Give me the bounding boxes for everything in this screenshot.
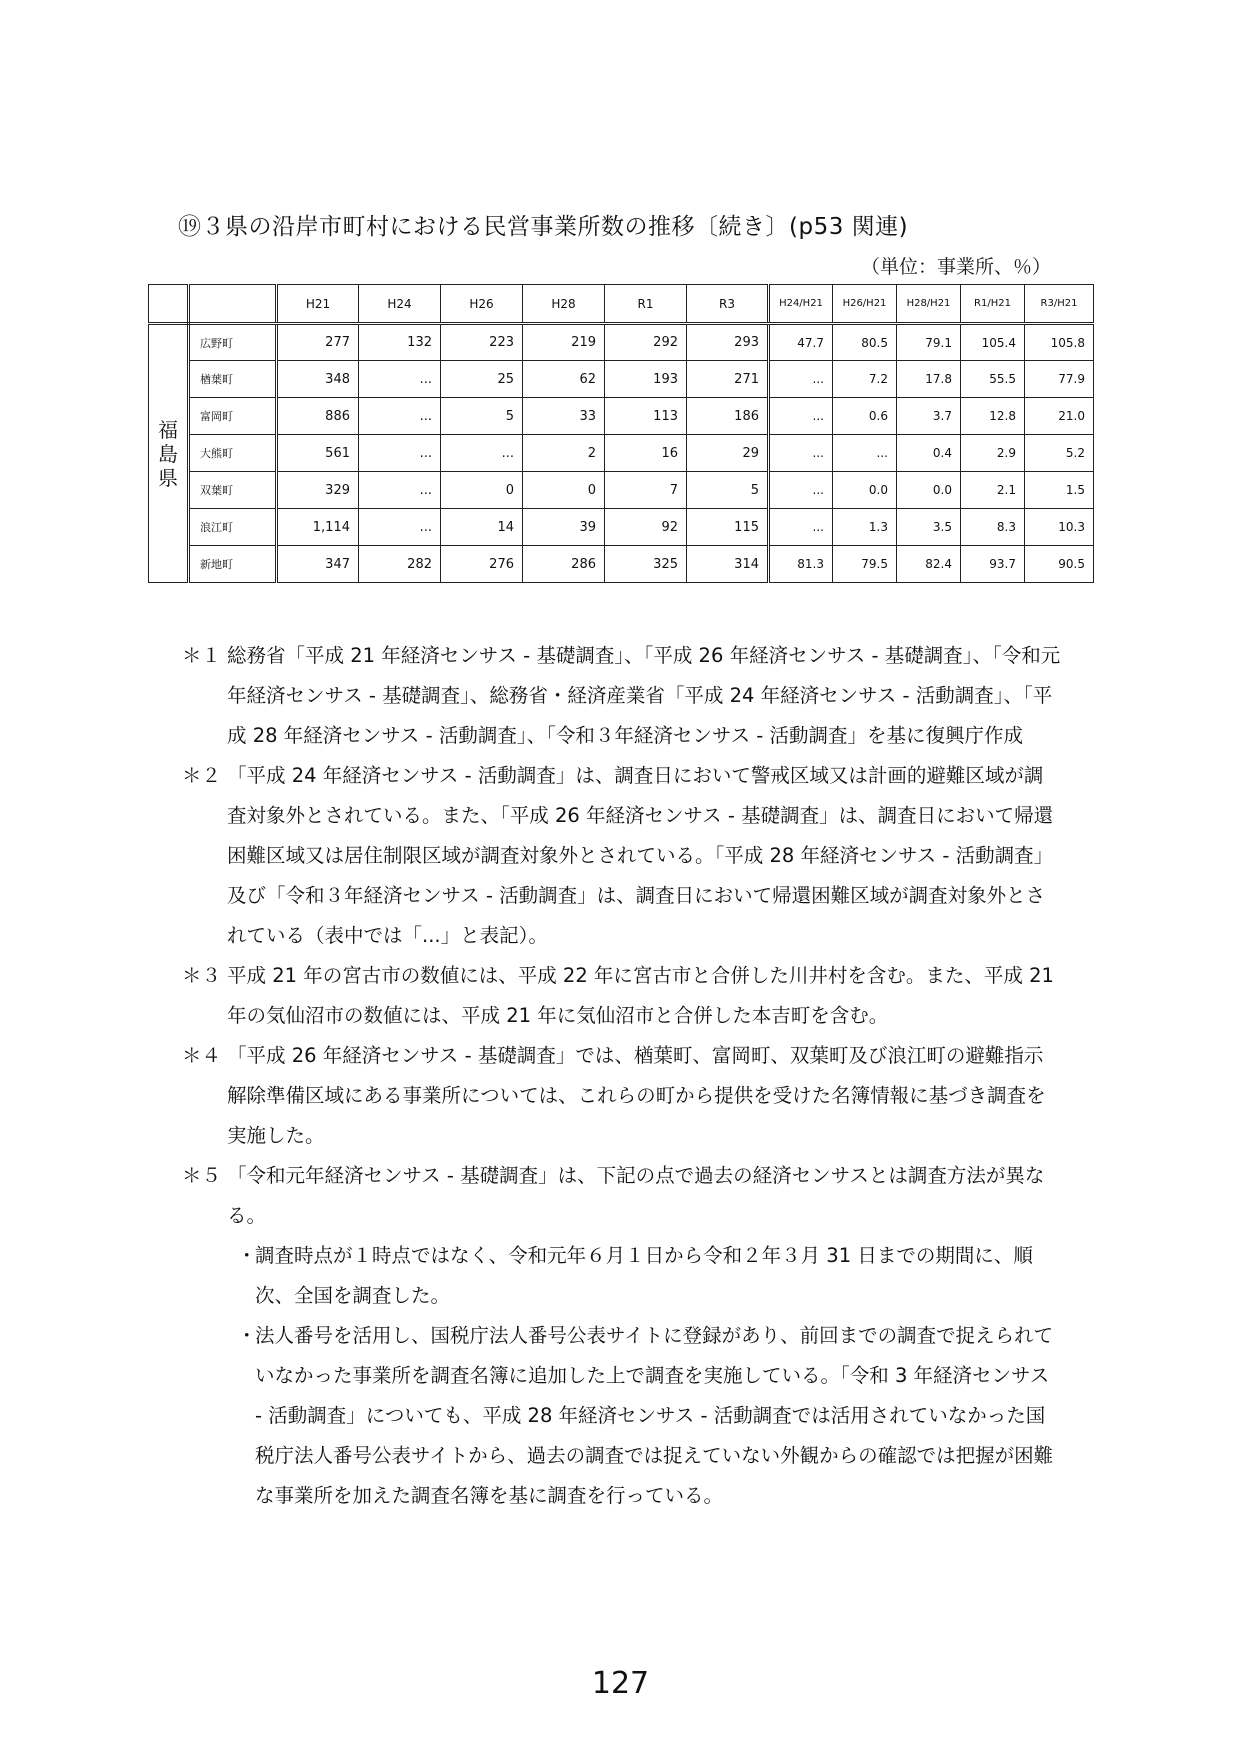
note-mark: ＊５ (182, 1164, 222, 1187)
ratio-cell: 10.3 (1025, 509, 1094, 546)
count-cell: 277 (277, 324, 359, 361)
count-cell: ... (359, 472, 441, 509)
count-cell: 325 (605, 546, 687, 583)
count-cell: 329 (277, 472, 359, 509)
count-cell: 886 (277, 398, 359, 435)
header-cell: H24/H21 (769, 285, 833, 324)
count-cell: 113 (605, 398, 687, 435)
count-cell: 282 (359, 546, 441, 583)
note-text: 平成 21 年の宮古市の数値には、平成 22 年に宮古市と合併した川井村を含む。また、平成 21 年の気仙沼市の数値には、平成 21 年に気仙沼市と合併した本吉町を含む。 (227, 964, 1054, 1027)
count-cell: 16 (605, 435, 687, 472)
municipality-name: 新地町 (189, 546, 277, 583)
header-cell: R1 (605, 285, 687, 324)
municipality-name: 広野町 (189, 324, 277, 361)
ratio-cell: 0.0 (897, 472, 961, 509)
note-text: 総務省「平成 21 年経済センサス - 基礎調査」、「平成 26 年経済センサス - 基礎調査」、「令和元年経済センサス - 基礎調査」、総務省・経済産業省「平成 24 年経済センサス - 活動調査」、「平成 28 年経済センサス - 活動調査」、「令和３年経済センサス - 活動調査」を基に復興庁作成 (227, 644, 1061, 747)
count-cell: ... (359, 435, 441, 472)
municipality-name: 浪江町 (189, 509, 277, 546)
ratio-cell: ... (769, 361, 833, 398)
count-cell: 33 (523, 398, 605, 435)
count-cell: ... (359, 509, 441, 546)
count-cell: 132 (359, 324, 441, 361)
ratio-cell: 79.1 (897, 324, 961, 361)
ratio-cell: 55.5 (961, 361, 1025, 398)
municipality-name: 楢葉町 (189, 361, 277, 398)
count-cell: 292 (605, 324, 687, 361)
table-title: ⑲３県の沿岸市町村における民営事業所数の推移〔続き〕(p53 関連) (178, 214, 909, 240)
ratio-cell: ... (769, 398, 833, 435)
header-cell: H28 (523, 285, 605, 324)
bullet-icon: ・ (237, 1324, 257, 1347)
ratio-cell: 3.7 (897, 398, 961, 435)
ratio-cell: 105.8 (1025, 324, 1094, 361)
header-cell: H21 (277, 285, 359, 324)
count-cell: 276 (441, 546, 523, 583)
note-mark: ＊１ (182, 644, 222, 667)
count-cell: 193 (605, 361, 687, 398)
ratio-cell: 5.2 (1025, 435, 1094, 472)
table-row (149, 472, 1094, 509)
ratio-cell: 79.5 (833, 546, 897, 583)
ratio-cell: 3.5 (897, 509, 961, 546)
note-item (182, 636, 1062, 756)
table-row (149, 546, 1094, 583)
unit-label: （単位：事業所、％） (860, 256, 1051, 278)
count-cell: 348 (277, 361, 359, 398)
note-item (182, 1036, 1062, 1156)
count-cell: 186 (687, 398, 769, 435)
count-cell: 29 (687, 435, 769, 472)
count-cell: 0 (441, 472, 523, 509)
prefecture-label (149, 324, 189, 583)
count-cell: 39 (523, 509, 605, 546)
ratio-cell: 1.5 (1025, 472, 1094, 509)
note-item (182, 1156, 1062, 1516)
ratio-cell: 7.2 (833, 361, 897, 398)
ratio-cell: ... (769, 472, 833, 509)
count-cell: 223 (441, 324, 523, 361)
table-row (149, 398, 1094, 435)
count-cell: 7 (605, 472, 687, 509)
count-cell: 115 (687, 509, 769, 546)
ratio-cell: 12.8 (961, 398, 1025, 435)
subnote-item (227, 1316, 1062, 1516)
ratio-cell: 21.0 (1025, 398, 1094, 435)
count-cell: 14 (441, 509, 523, 546)
ratio-cell: 47.7 (769, 324, 833, 361)
header-cell: H28/H21 (897, 285, 961, 324)
ratio-cell: ... (833, 435, 897, 472)
municipality-name: 双葉町 (189, 472, 277, 509)
ratio-cell: 90.5 (1025, 546, 1094, 583)
ratio-cell: 81.3 (769, 546, 833, 583)
header-cell: H26 (441, 285, 523, 324)
ratio-cell: 0.6 (833, 398, 897, 435)
table-header-row (149, 285, 1094, 324)
table-row (149, 324, 1094, 361)
count-cell: 5 (441, 398, 523, 435)
note-text: 「平成 26 年経済センサス - 基礎調査」では、楢葉町、富岡町、双葉町及び浪江町の避難指示解除準備区域にある事業所については、これらの町から提供を受けた名簿情報に基づき調査を実施した。 (227, 1044, 1046, 1147)
count-cell: 62 (523, 361, 605, 398)
count-cell: 0 (523, 472, 605, 509)
count-cell: 293 (687, 324, 769, 361)
count-cell: ... (359, 398, 441, 435)
count-cell: ... (359, 361, 441, 398)
count-cell: 286 (523, 546, 605, 583)
ratio-cell: 93.7 (961, 546, 1025, 583)
count-cell: 5 (687, 472, 769, 509)
ratio-cell: ... (769, 435, 833, 472)
ratio-cell: 0.0 (833, 472, 897, 509)
notes-section (182, 636, 1062, 1516)
establishments-table (148, 284, 1094, 583)
table-row (149, 435, 1094, 472)
municipality-name: 大熊町 (189, 435, 277, 472)
note-text: 「平成 24 年経済センサス - 活動調査」は、調査日において警戒区域又は計画的避難区域が調査対象外とされている。また、「平成 26 年経済センサス - 基礎調査」は、調査日において帰還困難区域又は居住制限区域が調査対象外とされている。「平成 28 年経済センサス - 活動調査」及び「令和３年経済センサス - 活動調査」は、調査日において帰還困難区域が調査対象外とされている（表中では「...」と表記）。 (227, 764, 1054, 947)
header-cell: H26/H21 (833, 285, 897, 324)
ratio-cell: 77.9 (1025, 361, 1094, 398)
ratio-cell: 80.5 (833, 324, 897, 361)
ratio-cell: 1.3 (833, 509, 897, 546)
ratio-cell: 2.1 (961, 472, 1025, 509)
prefecture-text: 福島県 (158, 417, 178, 490)
header-blank-name (189, 285, 277, 324)
subnote-text: 法人番号を活用し、国税庁法人番号公表サイトに登録があり、前回までの調査で捉えられていなかった事業所を調査名簿に追加した上で調査を実施している。「令和 3 年経済センサス - 活動調査」についても、平成 28 年経済センサス - 活動調査では活用されていなかった国税庁法人番号公表サイトから、過去の調査では捉えていない外観からの確認では把握が困難な事業所を加えた調査名簿を基に調査を行っている。 (255, 1324, 1054, 1507)
note-text: 「令和元年経済センサス - 基礎調査」は、下記の点で過去の経済センサスとは調査方法が異なる。 (227, 1164, 1045, 1227)
ratio-cell: 2.9 (961, 435, 1025, 472)
count-cell: 314 (687, 546, 769, 583)
count-cell: 219 (523, 324, 605, 361)
note-mark: ＊４ (182, 1044, 222, 1067)
page-number: 127 (591, 1666, 650, 1701)
table-row (149, 361, 1094, 398)
ratio-cell: 8.3 (961, 509, 1025, 546)
ratio-cell: 0.4 (897, 435, 961, 472)
note-item (182, 956, 1062, 1036)
bullet-icon: ・ (237, 1244, 257, 1267)
header-cell: R3/H21 (1025, 285, 1094, 324)
count-cell: 561 (277, 435, 359, 472)
header-cell: R3 (687, 285, 769, 324)
municipality-name: 富岡町 (189, 398, 277, 435)
ratio-cell: 17.8 (897, 361, 961, 398)
note-mark: ＊３ (182, 964, 222, 987)
ratio-cell: ... (769, 509, 833, 546)
table-body (149, 324, 1094, 583)
note-item (182, 756, 1062, 956)
count-cell: 92 (605, 509, 687, 546)
header-cell: H24 (359, 285, 441, 324)
ratio-cell: 82.4 (897, 546, 961, 583)
subnote-text: 調査時点が１時点ではなく、令和元年６月１日から令和２年３月 31 日までの期間に、順次、全国を調査した。 (255, 1244, 1033, 1307)
count-cell: 1,114 (277, 509, 359, 546)
subnote-item (227, 1236, 1062, 1316)
header-cell: R1/H21 (961, 285, 1025, 324)
count-cell: 25 (441, 361, 523, 398)
note-mark: ＊２ (182, 764, 222, 787)
header-blank-pref (149, 285, 189, 324)
count-cell: 271 (687, 361, 769, 398)
table-row (149, 509, 1094, 546)
count-cell: 347 (277, 546, 359, 583)
count-cell: 2 (523, 435, 605, 472)
ratio-cell: 105.4 (961, 324, 1025, 361)
count-cell: ... (441, 435, 523, 472)
